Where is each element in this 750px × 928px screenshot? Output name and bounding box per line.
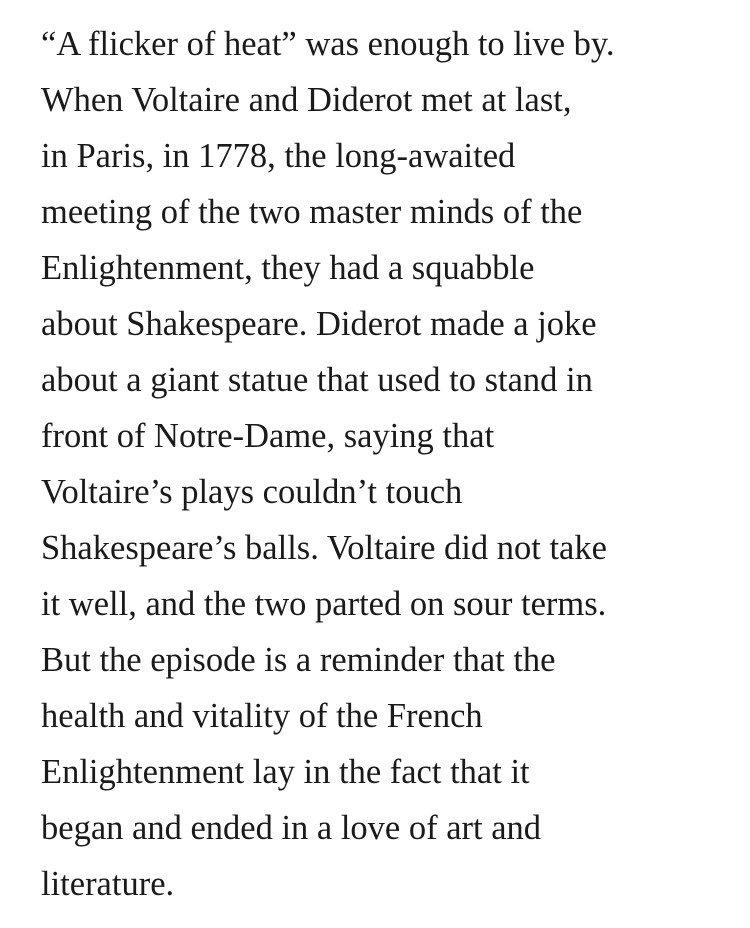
text-line: in Paris, in 1778, the long-awaited bbox=[41, 137, 516, 175]
text-line: front of Notre-Dame, saying that bbox=[41, 417, 495, 455]
article-paragraph bbox=[41, 16, 731, 912]
text-line: Enlightenment, they had a squabble bbox=[41, 249, 535, 287]
text-line: meeting of the two master minds of the bbox=[41, 193, 583, 231]
text-line: But the episode is a reminder that the bbox=[41, 641, 556, 679]
text-line: about Shakespeare. Diderot made a joke bbox=[41, 305, 597, 343]
text-line: Shakespeare’s balls. Voltaire did not take bbox=[41, 529, 607, 567]
text-line: it well, and the two parted on sour terms. bbox=[41, 585, 607, 623]
text-line: Voltaire’s plays couldn’t touch bbox=[41, 473, 463, 511]
text-line: literature. bbox=[41, 865, 175, 903]
text-line: about a giant statue that used to stand in bbox=[41, 361, 593, 399]
text-line: Enlightenment lay in the fact that it bbox=[41, 753, 530, 791]
text-line: “A flicker of heat” was enough to live by. bbox=[41, 25, 615, 63]
text-line: began and ended in a love of art and bbox=[41, 809, 542, 847]
text-line: When Voltaire and Diderot met at last, bbox=[41, 81, 572, 119]
text-line: health and vitality of the French bbox=[41, 697, 483, 735]
